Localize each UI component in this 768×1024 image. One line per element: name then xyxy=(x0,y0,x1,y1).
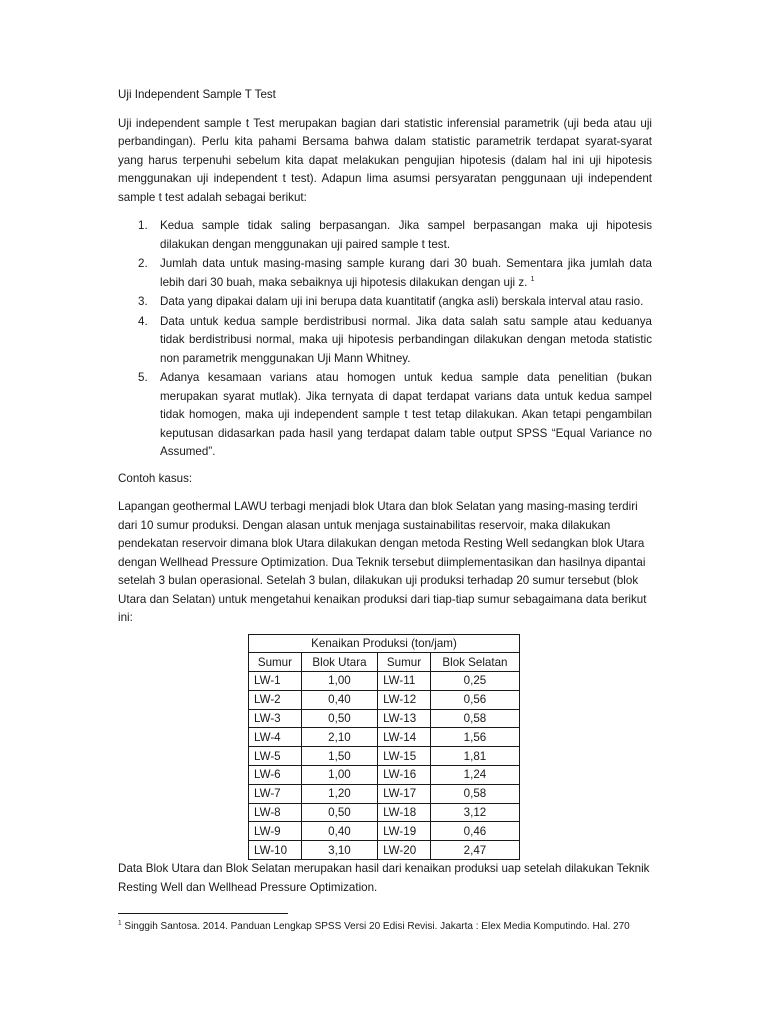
production-value-cell: 0,58 xyxy=(430,709,519,728)
well-id-cell: LW-13 xyxy=(378,709,431,728)
table-row xyxy=(249,803,520,822)
list-item: 1. Kedua sample tidak saling berpasangan. Jika sampel berpasangan maka uji hipotesis dilakukan dengan menggunakan uji paired sample t test. xyxy=(138,219,652,251)
well-id-cell: LW-15 xyxy=(378,747,431,766)
well-id-cell: LW-6 xyxy=(249,766,302,785)
table-row xyxy=(249,728,520,747)
production-value-cell: 1,50 xyxy=(301,747,377,766)
production-value-cell: 0,56 xyxy=(430,690,519,709)
assumption-list xyxy=(118,217,652,462)
well-id-cell: LW-17 xyxy=(378,784,431,803)
table-caption: Kenaikan Produksi (ton/jam) xyxy=(249,634,520,653)
production-value-cell: 1,00 xyxy=(301,672,377,691)
well-id-cell: LW-5 xyxy=(249,747,302,766)
production-value-cell: 3,10 xyxy=(301,841,377,860)
well-id-cell: LW-14 xyxy=(378,728,431,747)
well-id-cell: LW-3 xyxy=(249,709,302,728)
production-value-cell: 0,58 xyxy=(430,784,519,803)
production-table xyxy=(248,634,520,861)
production-value-cell: 0,40 xyxy=(301,690,377,709)
well-id-cell: LW-19 xyxy=(378,822,431,841)
column-header: Blok Selatan xyxy=(430,653,519,672)
well-id-cell: LW-2 xyxy=(249,690,302,709)
intro-paragraph: Uji independent sample t Test merupakan bagian dari statistic inferensial parametrik (uji beda atau uji perbandingan). Perlu kita pahami Bersama bahwa dalam statistic parametrik terdapat syarat-syarat yang harus terpenuhi sebelum kita dapat melakukan pengujian hipotesis (dalam hal ini uji hipotesis menggunakan uji independent t test). Adapun lima asumsi persyaratan penggunaan uji independent sample t test adalah sebagai berikut: xyxy=(118,116,652,204)
table-header-row xyxy=(249,653,520,672)
list-item: 5. Adanya kesamaan varians atau homogen untuk kedua sample data penelitian (bukan merupakan syarat mutlak). Jika ternyata di dapat terdapat varians data untuk kedua sampel tidak homogen, maka uji independent sample t test tetap dilakukan. Akan tetapi pengambilan keputusan didasarkan pada hasil yang terdapat dalam table output SPSS “Equal Variance no Assumed”. xyxy=(138,371,652,458)
well-id-cell: LW-12 xyxy=(378,690,431,709)
document-title: Uji Independent Sample T Test xyxy=(118,88,276,101)
production-value-cell: 0,25 xyxy=(430,672,519,691)
table-body xyxy=(249,672,520,860)
well-id-cell: LW-7 xyxy=(249,784,302,803)
well-id-cell: LW-4 xyxy=(249,728,302,747)
footnote-text: Singgih Santosa. 2014. Panduan Lengkap SPSS Versi 20 Edisi Revisi. Jakarta : Elex Media Komputindo. Hal. 270 xyxy=(124,921,630,932)
production-value-cell: 3,12 xyxy=(430,803,519,822)
column-header: Blok Utara xyxy=(301,653,377,672)
production-value-cell: 1,56 xyxy=(430,728,519,747)
well-id-cell: LW-20 xyxy=(378,841,431,860)
list-item: 2. Jumlah data untuk masing-masing sample kurang dari 30 buah. Sementara jika jumlah data lebih dari 30 buah, maka sebaiknya uji hipotesis dilakukan dengan uji z. $^1$ xyxy=(138,257,652,289)
table-row xyxy=(249,672,520,691)
table-row xyxy=(249,784,520,803)
well-id-cell: LW-1 xyxy=(249,672,302,691)
well-id-cell: LW-9 xyxy=(249,822,302,841)
footnote xyxy=(118,920,678,934)
table-row xyxy=(249,766,520,785)
production-value-cell: 1,00 xyxy=(301,766,377,785)
table-row xyxy=(249,690,520,709)
document-body xyxy=(118,86,652,897)
footnote-ref[interactable]: 1 xyxy=(530,275,535,283)
well-id-cell: LW-16 xyxy=(378,766,431,785)
table-row xyxy=(249,747,520,766)
production-value-cell: 1,24 xyxy=(430,766,519,785)
case-label: Contoh kasus: xyxy=(118,471,193,485)
column-header: Sumur xyxy=(378,653,431,672)
production-value-cell: 0,50 xyxy=(301,709,377,728)
footnote-mark: 1 xyxy=(118,919,122,927)
well-id-cell: LW-10 xyxy=(249,841,302,860)
closing-paragraph: Data Blok Utara dan Blok Selatan merupakan hasil dari kenaikan produksi uap setelah dilakukan Teknik Resting Well dan Wellhead Pressure Optimization. xyxy=(118,862,650,894)
footnote-divider xyxy=(118,913,288,914)
production-value-cell: 2,47 xyxy=(430,841,519,860)
production-value-cell: 0,46 xyxy=(430,822,519,841)
list-item: 4. Data untuk kedua sample berdistribusi normal. Jika data salah satu sample atau keduanya tidak berdistribusi normal, maka uji hipotesis perbandingan dilakukan dengan metoda statistic non parametrik menggunakan Uji Mann Whitney. xyxy=(138,314,652,365)
column-header: Sumur xyxy=(249,653,302,672)
table-row xyxy=(249,841,520,860)
production-value-cell: 1,20 xyxy=(301,784,377,803)
production-value-cell: 1,81 xyxy=(430,747,519,766)
table-row xyxy=(249,822,520,841)
list-item: 3. Data yang dipakai dalam uji ini berupa data kuantitatif (angka asli) berskala interval atau rasio. xyxy=(138,295,644,308)
well-id-cell: LW-18 xyxy=(378,803,431,822)
production-value-cell: 2,10 xyxy=(301,728,377,747)
production-value-cell: 0,50 xyxy=(301,803,377,822)
well-id-cell: LW-8 xyxy=(249,803,302,822)
well-id-cell: LW-11 xyxy=(378,672,431,691)
case-paragraph: Lapangan geothermal LAWU terbagi menjadi blok Utara dan blok Selatan yang masing-masing terdiri dari 10 sumur produksi. Dengan alasan untuk menjaga sustainabilitas reservoir, maka dilakukan pendekatan reservoir dimana blok Utara dilakukan dengan metoda Resting Well sedangkan blok Utara dengan Wellhead Pressure Optimization. Dua Teknik tersebut diimplementasikan dan hasilnya dipantai setelah 3 bulan operasional. Setelah 3 bulan, dilakukan uji produksi terhadap 20 sumur tersebut (blok Utara dan Selatan) untuk mengetahui kenaikan produksi dari tiap-tiap sumur sebagaimana data berikut ini: xyxy=(118,500,647,624)
production-value-cell: 0,40 xyxy=(301,822,377,841)
table-row xyxy=(249,709,520,728)
